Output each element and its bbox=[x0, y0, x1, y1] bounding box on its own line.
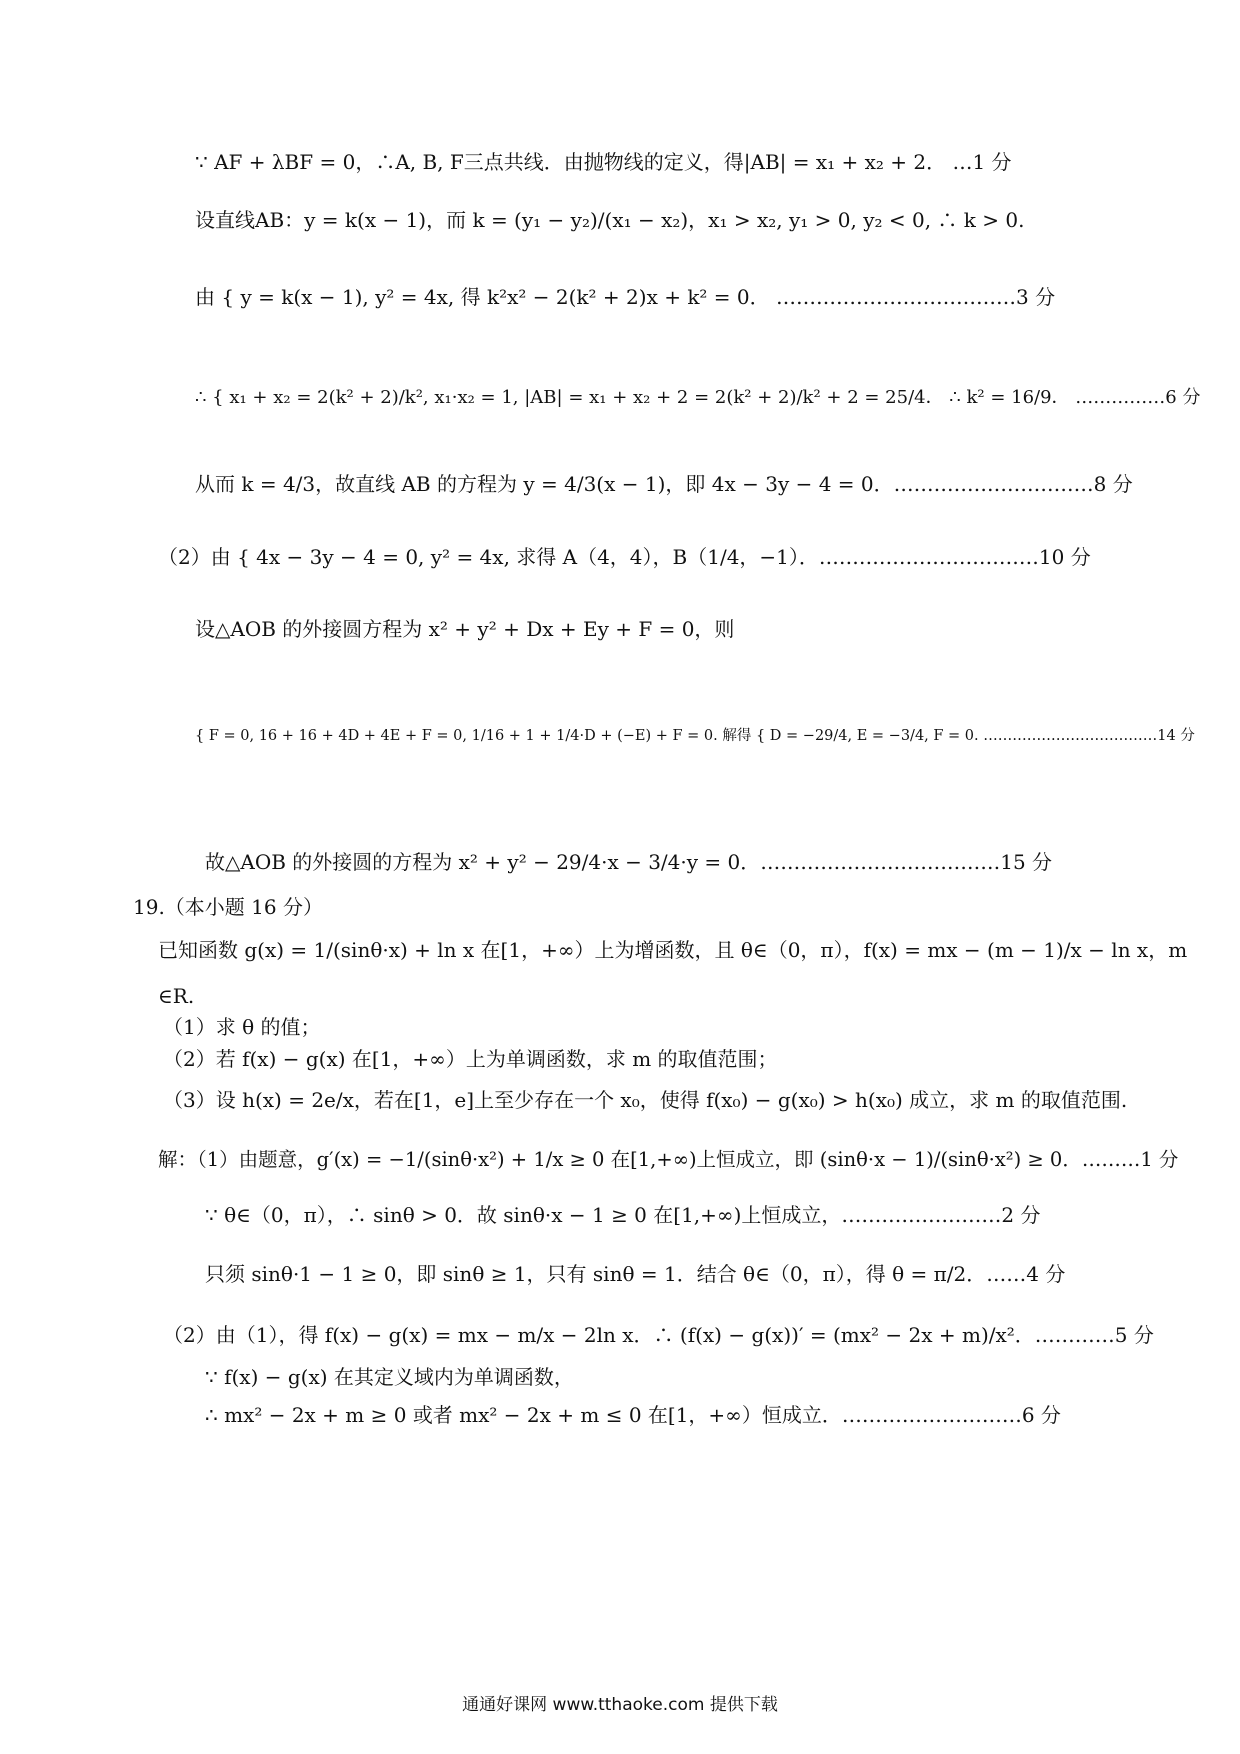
problem-19-part-2: （2）若 f(x) − g(x) 在[1，+∞）上为单调函数，求 m 的取值范围； bbox=[163, 1047, 778, 1071]
line-9: 故△AOB 的外接圆的方程为 x² + y² − 29/4·x − 3/4·y = 0．………………………………15 分 bbox=[205, 850, 1053, 874]
solution-line-5: ∵ f(x) − g(x) 在其定义域内为单调函数， bbox=[205, 1365, 574, 1389]
problem-19-part-3: （3）设 h(x) = 2e/x，若在[1，e]上至少存在一个 x₀，使得 f(x₀) − g(x₀) > h(x₀) 成立，求 m 的取值范围. bbox=[163, 1088, 1128, 1112]
line-6: （2）由 { 4x − 3y − 4 = 0, y² = 4x, 求得 A（4，4），B（1/4，−1）．……………………………10 分 bbox=[158, 545, 1091, 569]
problem-19-header: 19.（本小题 16 分） bbox=[133, 895, 323, 919]
solution-line-2: ∵ θ∈（0，π），∴ sinθ > 0．故 sinθ·x − 1 ≥ 0 在[1,+∞)上恒成立，……………………2 分 bbox=[205, 1203, 1041, 1227]
solution-line-3: 只须 sinθ·1 − 1 ≥ 0，即 sinθ ≥ 1，只有 sinθ = 1．结合 θ∈（0，π），得 θ = π/2．……4 分 bbox=[205, 1262, 1066, 1286]
solution-line-1: 解：（1）由题意，g′(x) = −1/(sinθ·x²) + 1/x ≥ 0 在[1,+∞)上恒成立，即 (sinθ·x − 1)/(sinθ·x²) ≥ 0．………1 分 bbox=[158, 1148, 1179, 1171]
solution-line-4: （2）由（1），得 f(x) − g(x) = mx − m/x − 2ln x．∴ (f(x) − g(x))′ = (mx² − 2x + m)/x²．…………5 分 bbox=[163, 1323, 1154, 1347]
problem-19-statement-cont: ∈R. bbox=[158, 984, 195, 1008]
page-footer: 通通好课网 www.tthaoke.com 提供下载 bbox=[462, 1695, 778, 1715]
line-4: ∴ { x₁ + x₂ = 2(k² + 2)/k², x₁·x₂ = 1, |AB| = x₁ + x₂ + 2 = 2(k² + 2)/k² + 2 = 25/4． ∴ k² = 16/9． ……………6 分 bbox=[195, 387, 1201, 408]
problem-19-part-1: （1）求 θ 的值； bbox=[163, 1015, 321, 1039]
line-5: 从而 k = 4/3，故直线 AB 的方程为 y = 4/3(x − 1)，即 4x − 3y − 4 = 0．…………………………8 分 bbox=[195, 472, 1133, 496]
line-2: 设直线AB：y = k(x − 1)，而 k = (y₁ − y₂)/(x₁ − x₂)，x₁ > x₂, y₁ > 0, y₂ < 0, ∴ k > 0. bbox=[195, 208, 1025, 232]
problem-19-statement: 已知函数 g(x) = 1/(sinθ·x) + ln x 在[1，+∞）上为增函数，且 θ∈（0，π），f(x) = mx − (m − 1)/x − ln x，m bbox=[158, 938, 1188, 962]
line-8: { F = 0, 16 + 16 + 4D + 4E + F = 0, 1/16 + 1 + 1/4·D + (−E) + F = 0. 解得 { D = −29/4, E = −3/4, F = 0. ………………………………14 分 bbox=[195, 728, 1195, 744]
line-3: 由 { y = k(x − 1), y² = 4x, 得 k²x² − 2(k² + 2)x + k² = 0． ………………………………3 分 bbox=[195, 285, 1056, 309]
line-7: 设△AOB 的外接圆方程为 x² + y² + Dx + Ey + F = 0，则 bbox=[195, 617, 735, 641]
line-1: ∵ AF + λBF = 0，∴A, B, F三点共线．由抛物线的定义，得|AB| = x₁ + x₂ + 2． …1 分 bbox=[195, 150, 1012, 174]
solution-line-6: ∴ mx² − 2x + m ≥ 0 或者 mx² − 2x + m ≤ 0 在[1，+∞）恒成立．………………………6 分 bbox=[205, 1403, 1061, 1427]
